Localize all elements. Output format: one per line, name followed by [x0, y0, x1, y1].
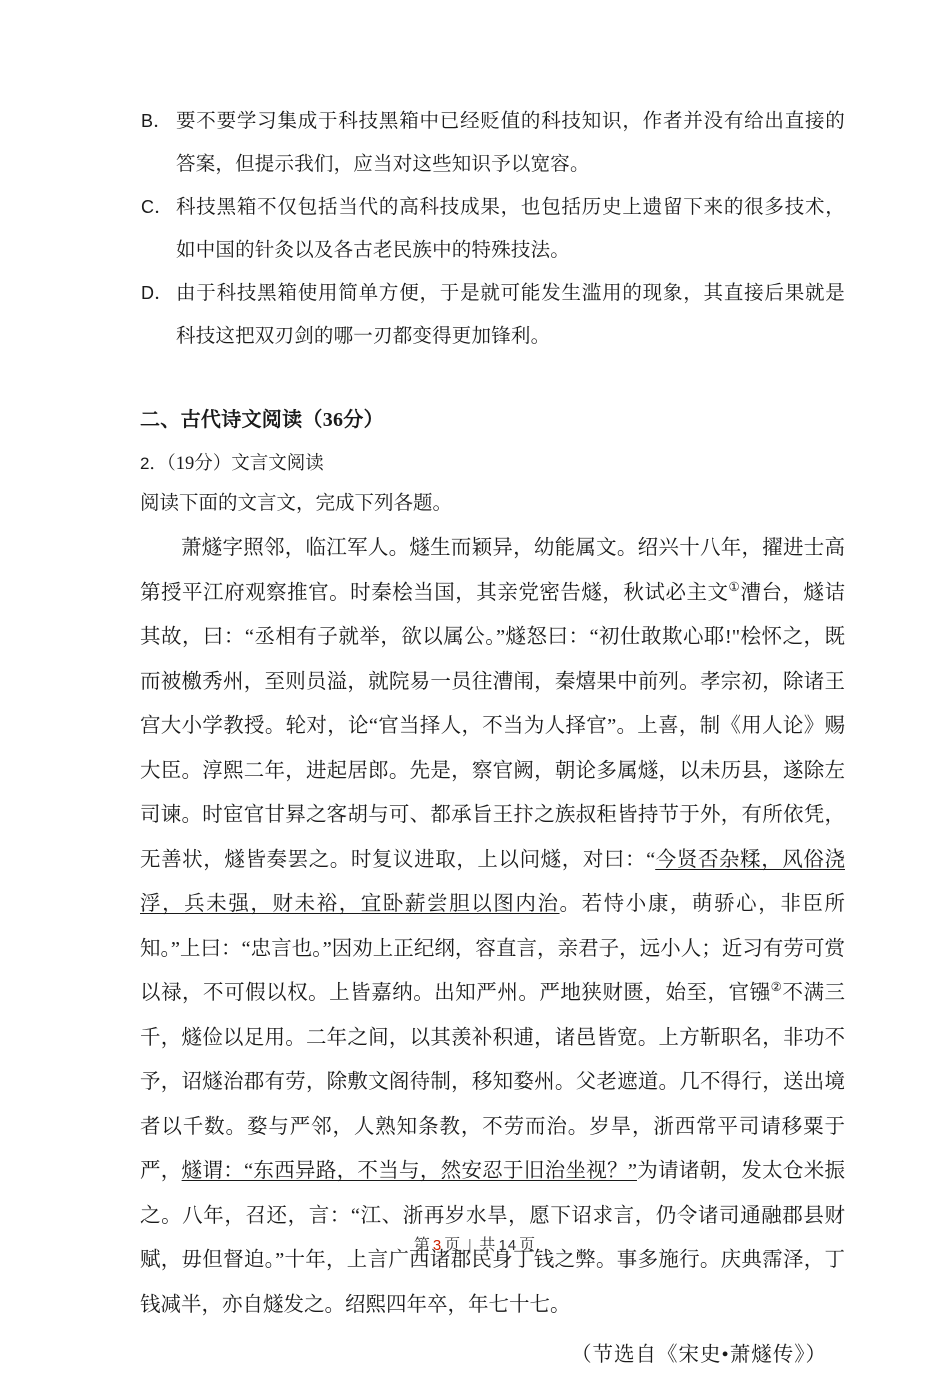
footer-separator: | — [468, 1237, 473, 1254]
instruction-line: 阅读下面的文言文，完成下列各题。 — [140, 493, 453, 514]
footer-prefix: 第 — [413, 1237, 431, 1254]
footer-current-page: 3 — [432, 1237, 443, 1254]
option-b-label: B． — [141, 111, 172, 131]
question-number: 2． — [140, 454, 167, 473]
underlined-sentence-2: 燧谓：“东西异路，不当与，然安忍于旧治坐视？” — [181, 1160, 637, 1182]
footer-page-unit-2: 页 — [519, 1237, 537, 1254]
passage-part-2: 漕台，燧诘其故，曰：“丞相有子就举，欲以属公。”燧怒曰：“初仕敢欺心耶!"桧怀之，既而被檄秀州，至则员溢，就院易一员往漕闱，秦熺果中前列。孝宗初，除诸王宫大小学教授。轮对，论“官当择人，不当为人择官”。上喜，制《用人论》赐大臣。淳熙二年，进起居郎。先是，察官阙，朝论多属燧，以未历县，遂除左司谏。时宦官甘昪之客胡与可、都承旨王抃之族叔秬皆持节于外，有所依凭，无善状，燧皆奏罢之。时复议进取，上以问燧，对曰：“ — [140, 581, 846, 871]
question-title: 文言文阅读 — [231, 454, 324, 474]
option-d-text: 由于科技黑箱使用简单方便，于是就可能发生滥用的现象，其直接后果就是科技这把双刃剑的哪一刃都变得更加锋利。 — [176, 283, 845, 347]
underlined-sentence-1: 今贤否杂糅，风俗浇浮，兵未强，财未裕，宜卧薪尝胆以图内治 — [140, 848, 845, 915]
option-d-label: D． — [141, 283, 173, 303]
page-footer — [0, 1232, 950, 1255]
option-b — [140, 100, 845, 186]
passage-part-4: 不满三千，燧俭以足用。二年之间，以其羡补积逋，诸邑皆宽。上方靳职名，非功不予，诏燧治郡有劳，除敷文阁待制，移知婺州。父老遮道。几不得行，送出境者以千数。婺与严邻，人熟知条教，不劳而治。岁旱，浙西常平司请移粟于严， — [140, 982, 846, 1182]
footnote-marker-1: ① — [728, 579, 741, 594]
footer-total-prefix: 共 — [479, 1237, 497, 1254]
option-b-text: 要不要学习集成于科技黑箱中已经贬值的科技知识，作者并没有给出直接的答案，但提示我们，应当对这些知识予以宽容。 — [176, 111, 845, 175]
section-heading: 二、古代诗文阅读（36分） — [140, 409, 384, 431]
option-c-text: 科技黑箱不仅包括当代的高科技成果，也包括历史上遗留下来的很多技术，如中国的针灸以及各古老民族中的特殊技法。 — [176, 197, 845, 261]
footer-total-pages: 14 — [498, 1237, 518, 1254]
source-attribution: （节选自《宋史•萧燧传》） — [571, 1344, 827, 1366]
classical-passage — [140, 526, 845, 1327]
footer-page-unit-1: 页 — [444, 1237, 462, 1254]
option-d — [140, 272, 845, 358]
passage-part-5: 为请诸朝，发太仓米振之。八年，召还，言：“江、浙再岁水旱，愿下诏求言，仍令诸司通融郡县财赋，毋但督迫。”十年，上言广西诸郡民身丁钱之弊。事多施行。庆典霈泽，丁钱减半，亦自燧发之。绍熙四年卒，年七十七。 — [140, 1160, 845, 1316]
question-line — [140, 444, 845, 484]
question-score: （19分） — [166, 454, 232, 474]
option-c-label: C． — [141, 197, 173, 217]
passage-part-3: 。若恃小康，萌骄心，非臣所知。”上曰：“忠言也。”因劝上正纪纲，容直言，亲君子，远小人；近习有劳可赏以禄，不可假以权。上皆嘉纳。出知严州。严地狭财匮，始至，官镪 — [140, 893, 845, 1004]
multiple-choice-options — [140, 100, 845, 358]
page-content — [140, 100, 845, 1377]
passage-part-1: 萧燧字照邻，临江军人。燧生而颖异，幼能属文。绍兴十八年，擢进士高第授平江府观察推官。时秦桧当国，其亲党密告燧，秋试必主文 — [140, 537, 845, 604]
footnote-marker-2: ② — [770, 980, 783, 995]
option-c — [140, 186, 845, 272]
